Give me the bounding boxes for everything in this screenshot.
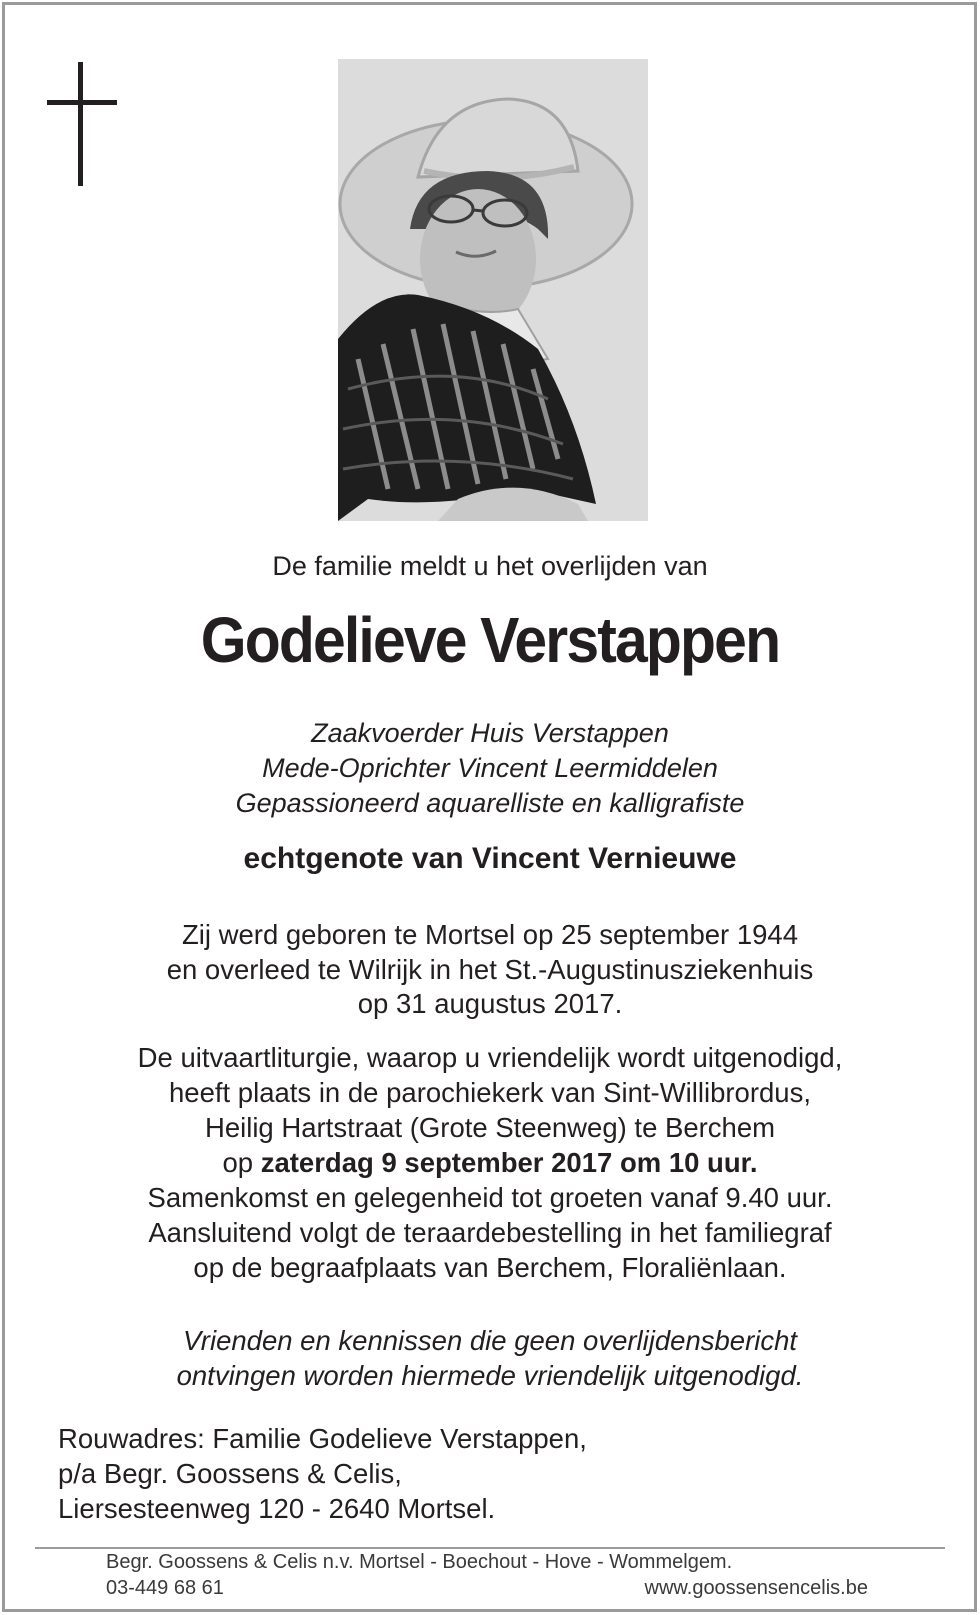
- portrait-photo: [338, 59, 648, 521]
- funeral-date: zaterdag 9 september 2017 om 10 uur.: [260, 1147, 758, 1178]
- address-line: Liersesteenweg 120 - 2640 Mortsel.: [58, 1493, 496, 1524]
- invitation-line: Vrienden en kennissen die geen overlijdensbericht: [182, 1325, 798, 1356]
- funeral-line: Aansluitend volgt de teraardebestelling in het familiegraf: [148, 1217, 832, 1248]
- birth-line: Zij werd geboren te Mortsel op 25 september 1944: [181, 919, 799, 950]
- funeral-line: heeft plaats in de parochiekerk van Sint-Willibrordus,: [169, 1077, 811, 1108]
- role-line: Zaakvoerder Huis Verstappen: [311, 718, 669, 748]
- role-line: Gepassioneerd aquarelliste en kalligrafiste: [235, 788, 745, 818]
- funeral-line: op de begraafplaats van Berchem, Floraliënlaan.: [193, 1252, 787, 1283]
- role-line: Mede-Oprichter Vincent Leermiddelen: [262, 753, 718, 783]
- funeral-line: Heilig Hartstraat (Grote Steenweg) te Berchem: [204, 1112, 776, 1143]
- address-line: Rouwadres: Familie Godelieve Verstappen,: [58, 1423, 587, 1454]
- funeral-line: De uitvaartliturgie, waarop u vriendelijk wordt uitgenodigd,: [137, 1042, 843, 1073]
- funeral-date-prefix: op: [222, 1147, 254, 1178]
- invitation-line: ontvingen worden hiermede vriendelijk uitgenodigd.: [176, 1360, 804, 1391]
- footer-phone: 03-449 68 61: [106, 1577, 224, 1599]
- footer-contact: [106, 1576, 868, 1600]
- birth-death-info: [0, 918, 980, 1022]
- roles-list: [0, 716, 980, 821]
- invitation-note: [0, 1323, 980, 1393]
- mourning-address: [58, 1421, 587, 1526]
- death-date-line: op 31 augustus 2017.: [357, 988, 623, 1019]
- spouse-line: echtgenote van Vincent Vernieuwe: [243, 842, 737, 875]
- footer-company: Begr. Goossens & Celis n.v. Mortsel - Boechout - Hove - Wommelgem.: [106, 1551, 733, 1573]
- announcement-intro: De familie meldt u het overlijden van: [272, 551, 708, 581]
- deceased-name: Godelieve Verstappen: [200, 604, 780, 676]
- footer-divider: [35, 1547, 945, 1549]
- funeral-date-line: [0, 1145, 980, 1180]
- address-line: p/a Begr. Goossens & Celis,: [58, 1458, 402, 1489]
- footer-website[interactable]: www.goossensencelis.be: [644, 1577, 868, 1599]
- death-line: en overleed te Wilrijk in het St.-Augustinusziekenhuis: [166, 953, 814, 985]
- funeral-info: [0, 1040, 980, 1285]
- funeral-line: Samenkomst en gelegenheid tot groeten vanaf 9.40 uur.: [147, 1182, 833, 1213]
- cross-icon: [47, 62, 117, 186]
